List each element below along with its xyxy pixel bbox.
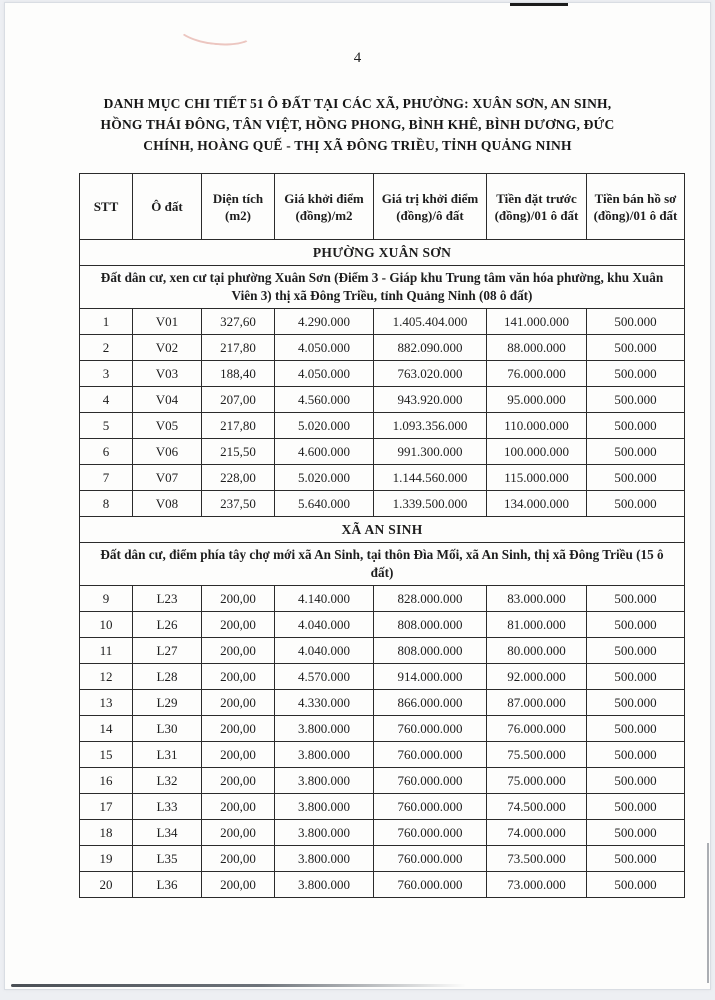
header-tien-ban-ho-so: Tiền bán hồ sơ (đồng)/01 ô đất: [587, 174, 685, 240]
cell-gia-khoi-diem: 3.800.000: [275, 820, 374, 846]
cell-tien-ban-ho-so: 500.000: [587, 820, 685, 846]
cell-tien-dat-truoc: 115.000.000: [487, 465, 587, 491]
cell-stt: 9: [80, 586, 133, 612]
cell-tien-ban-ho-so: 500.000: [587, 612, 685, 638]
cell-dien-tich: 200,00: [202, 794, 275, 820]
cell-gia-khoi-diem: 5.640.000: [275, 491, 374, 517]
table-header: [80, 174, 685, 240]
cell-stt: 13: [80, 690, 133, 716]
cell-gia-tri-khoi-diem: 1.144.560.000: [374, 465, 487, 491]
header-gia-tri-khoi-diem: Giá trị khởi điểm (đồng)/ô đất: [374, 174, 487, 240]
table-row: [80, 361, 685, 387]
cell-tien-ban-ho-so: 500.000: [587, 335, 685, 361]
cell-gia-tri-khoi-diem: 1.405.404.000: [374, 309, 487, 335]
cell-tien-dat-truoc: 92.000.000: [487, 664, 587, 690]
cell-tien-dat-truoc: 75.500.000: [487, 742, 587, 768]
header-stt: STT: [80, 174, 133, 240]
cell-dien-tich: 217,80: [202, 335, 275, 361]
header-o-dat: Ô đất: [133, 174, 202, 240]
cell-stt: 4: [80, 387, 133, 413]
document-title-line-3: CHÍNH, HOÀNG QUẾ - THỊ XÃ ĐÔNG TRIỀU, TỈNH QUẢNG NINH: [143, 138, 572, 153]
cell-tien-dat-truoc: 83.000.000: [487, 586, 587, 612]
cell-tien-ban-ho-so: 500.000: [587, 413, 685, 439]
cell-dien-tich: 200,00: [202, 846, 275, 872]
cell-gia-tri-khoi-diem: 760.000.000: [374, 846, 487, 872]
cell-gia-khoi-diem: 3.800.000: [275, 846, 374, 872]
cell-tien-ban-ho-so: 500.000: [587, 309, 685, 335]
cell-o-dat: L30: [133, 716, 202, 742]
cell-gia-khoi-diem: 4.290.000: [275, 309, 374, 335]
cell-dien-tich: 200,00: [202, 612, 275, 638]
cell-dien-tich: 217,80: [202, 413, 275, 439]
cell-o-dat: L34: [133, 820, 202, 846]
cell-stt: 8: [80, 491, 133, 517]
cell-gia-khoi-diem: 3.800.000: [275, 794, 374, 820]
cell-dien-tich: 200,00: [202, 768, 275, 794]
cell-stt: 14: [80, 716, 133, 742]
table-row: [80, 690, 685, 716]
cell-dien-tich: 200,00: [202, 820, 275, 846]
section-note: Đất dân cư, điểm phía tây chợ mới xã An Sinh, tại thôn Đìa Mối, xã An Sinh, thị xã Đông Triều (15 ô đất): [80, 543, 685, 586]
cell-o-dat: V01: [133, 309, 202, 335]
cell-gia-tri-khoi-diem: 760.000.000: [374, 768, 487, 794]
cell-stt: 15: [80, 742, 133, 768]
cell-stt: 12: [80, 664, 133, 690]
scan-artifact-right-edge: [707, 843, 709, 983]
cell-gia-khoi-diem: 4.040.000: [275, 612, 374, 638]
cell-tien-dat-truoc: 110.000.000: [487, 413, 587, 439]
cell-dien-tich: 200,00: [202, 742, 275, 768]
cell-stt: 16: [80, 768, 133, 794]
table-row: [80, 846, 685, 872]
cell-gia-tri-khoi-diem: 808.000.000: [374, 612, 487, 638]
cell-o-dat: L29: [133, 690, 202, 716]
cell-stt: 3: [80, 361, 133, 387]
cell-stt: 1: [80, 309, 133, 335]
cell-gia-tri-khoi-diem: 760.000.000: [374, 820, 487, 846]
cell-tien-ban-ho-so: 500.000: [587, 664, 685, 690]
cell-gia-khoi-diem: 4.330.000: [275, 690, 374, 716]
cell-o-dat: L28: [133, 664, 202, 690]
cell-gia-tri-khoi-diem: 760.000.000: [374, 794, 487, 820]
cell-dien-tich: 237,50: [202, 491, 275, 517]
header-dien-tich: Diện tích (m2): [202, 174, 275, 240]
table-row: [80, 768, 685, 794]
cell-tien-dat-truoc: 73.500.000: [487, 846, 587, 872]
cell-gia-tri-khoi-diem: 760.000.000: [374, 872, 487, 898]
cell-gia-tri-khoi-diem: 1.339.500.000: [374, 491, 487, 517]
cell-o-dat: V08: [133, 491, 202, 517]
cell-tien-dat-truoc: 88.000.000: [487, 335, 587, 361]
cell-gia-khoi-diem: 4.560.000: [275, 387, 374, 413]
table-row: [80, 465, 685, 491]
cell-o-dat: L31: [133, 742, 202, 768]
cell-gia-tri-khoi-diem: 991.300.000: [374, 439, 487, 465]
cell-gia-khoi-diem: 3.800.000: [275, 716, 374, 742]
cell-o-dat: V02: [133, 335, 202, 361]
cell-o-dat: L23: [133, 586, 202, 612]
table-body: [80, 240, 685, 898]
cell-tien-dat-truoc: 81.000.000: [487, 612, 587, 638]
cell-gia-tri-khoi-diem: 760.000.000: [374, 716, 487, 742]
cell-tien-dat-truoc: 80.000.000: [487, 638, 587, 664]
cell-tien-ban-ho-so: 500.000: [587, 586, 685, 612]
cell-tien-ban-ho-so: 500.000: [587, 794, 685, 820]
cell-o-dat: L32: [133, 768, 202, 794]
cell-stt: 17: [80, 794, 133, 820]
table-row: [80, 335, 685, 361]
cell-gia-tri-khoi-diem: 943.920.000: [374, 387, 487, 413]
cell-gia-khoi-diem: 4.040.000: [275, 638, 374, 664]
cell-dien-tich: 327,60: [202, 309, 275, 335]
cell-tien-ban-ho-so: 500.000: [587, 742, 685, 768]
cell-dien-tich: 200,00: [202, 664, 275, 690]
table-row: [80, 638, 685, 664]
cell-tien-dat-truoc: 95.000.000: [487, 387, 587, 413]
section-note-row: [80, 266, 685, 309]
scan-artifact-bottom-edge: [11, 984, 466, 987]
cell-stt: 6: [80, 439, 133, 465]
table-row: [80, 664, 685, 690]
cell-gia-khoi-diem: 4.050.000: [275, 335, 374, 361]
cell-tien-dat-truoc: 74.000.000: [487, 820, 587, 846]
table-row: [80, 794, 685, 820]
cell-gia-khoi-diem: 4.140.000: [275, 586, 374, 612]
cell-dien-tich: 228,00: [202, 465, 275, 491]
cell-tien-ban-ho-so: 500.000: [587, 361, 685, 387]
section-name: XÃ AN SINH: [80, 517, 685, 543]
cell-tien-dat-truoc: 73.000.000: [487, 872, 587, 898]
cell-gia-tri-khoi-diem: 808.000.000: [374, 638, 487, 664]
cell-stt: 5: [80, 413, 133, 439]
cell-gia-khoi-diem: 3.800.000: [275, 872, 374, 898]
cell-dien-tich: 200,00: [202, 716, 275, 742]
cell-dien-tich: 215,50: [202, 439, 275, 465]
cell-tien-ban-ho-so: 500.000: [587, 465, 685, 491]
cell-o-dat: L26: [133, 612, 202, 638]
cell-tien-dat-truoc: 100.000.000: [487, 439, 587, 465]
cell-stt: 20: [80, 872, 133, 898]
cell-tien-dat-truoc: 134.000.000: [487, 491, 587, 517]
cell-dien-tich: 200,00: [202, 586, 275, 612]
cell-dien-tich: 200,00: [202, 872, 275, 898]
table-row: [80, 612, 685, 638]
cell-tien-ban-ho-so: 500.000: [587, 716, 685, 742]
cell-stt: 19: [80, 846, 133, 872]
cell-tien-ban-ho-so: 500.000: [587, 439, 685, 465]
cell-dien-tich: 188,40: [202, 361, 275, 387]
table-row: [80, 439, 685, 465]
cell-o-dat: V03: [133, 361, 202, 387]
cell-stt: 7: [80, 465, 133, 491]
scan-artifact-black-dash: [510, 3, 568, 6]
section-note-row: [80, 543, 685, 586]
section-header-row: [80, 517, 685, 543]
cell-tien-dat-truoc: 141.000.000: [487, 309, 587, 335]
cell-gia-khoi-diem: 4.600.000: [275, 439, 374, 465]
cell-o-dat: V06: [133, 439, 202, 465]
cell-stt: 10: [80, 612, 133, 638]
cell-o-dat: L33: [133, 794, 202, 820]
cell-tien-ban-ho-so: 500.000: [587, 690, 685, 716]
cell-gia-tri-khoi-diem: 828.000.000: [374, 586, 487, 612]
cell-gia-tri-khoi-diem: 760.000.000: [374, 742, 487, 768]
table-row: [80, 309, 685, 335]
section-header-row: [80, 240, 685, 266]
header-tien-dat-truoc: Tiền đặt trước (đồng)/01 ô đất: [487, 174, 587, 240]
table-row: [80, 742, 685, 768]
cell-tien-dat-truoc: 75.000.000: [487, 768, 587, 794]
cell-gia-khoi-diem: 3.800.000: [275, 768, 374, 794]
scan-artifact-pink-mark: [176, 11, 257, 49]
cell-tien-ban-ho-so: 500.000: [587, 491, 685, 517]
cell-gia-tri-khoi-diem: 1.093.356.000: [374, 413, 487, 439]
cell-gia-khoi-diem: 4.570.000: [275, 664, 374, 690]
cell-tien-dat-truoc: 74.500.000: [487, 794, 587, 820]
scanned-page: [4, 2, 711, 990]
cell-gia-khoi-diem: 5.020.000: [275, 413, 374, 439]
table-row: [80, 586, 685, 612]
document-title: [78, 93, 638, 156]
cell-tien-ban-ho-so: 500.000: [587, 846, 685, 872]
table-row: [80, 387, 685, 413]
header-gia-khoi-diem: Giá khởi điểm (đồng)/m2: [275, 174, 374, 240]
cell-stt: 18: [80, 820, 133, 846]
cell-gia-khoi-diem: 4.050.000: [275, 361, 374, 387]
cell-o-dat: V05: [133, 413, 202, 439]
table-row: [80, 872, 685, 898]
cell-dien-tich: 200,00: [202, 690, 275, 716]
cell-o-dat: L27: [133, 638, 202, 664]
cell-tien-dat-truoc: 76.000.000: [487, 716, 587, 742]
cell-o-dat: V04: [133, 387, 202, 413]
cell-stt: 11: [80, 638, 133, 664]
cell-tien-ban-ho-so: 500.000: [587, 638, 685, 664]
table-row: [80, 716, 685, 742]
cell-o-dat: L36: [133, 872, 202, 898]
cell-tien-ban-ho-so: 500.000: [587, 872, 685, 898]
document-title-line-1: DANH MỤC CHI TIẾT 51 Ô ĐẤT TẠI CÁC XÃ, PHƯỜNG: XUÂN SƠN, AN SINH,: [103, 96, 612, 111]
cell-gia-tri-khoi-diem: 763.020.000: [374, 361, 487, 387]
cell-gia-tri-khoi-diem: 914.000.000: [374, 664, 487, 690]
cell-gia-khoi-diem: 5.020.000: [275, 465, 374, 491]
cell-dien-tich: 207,00: [202, 387, 275, 413]
table-row: [80, 413, 685, 439]
cell-dien-tich: 200,00: [202, 638, 275, 664]
cell-o-dat: L35: [133, 846, 202, 872]
cell-stt: 2: [80, 335, 133, 361]
page-number: 4: [353, 50, 362, 66]
section-name: PHƯỜNG XUÂN SƠN: [80, 240, 685, 266]
cell-gia-tri-khoi-diem: 882.090.000: [374, 335, 487, 361]
table-row: [80, 820, 685, 846]
cell-tien-dat-truoc: 87.000.000: [487, 690, 587, 716]
table-row: [80, 491, 685, 517]
cell-tien-ban-ho-so: 500.000: [587, 387, 685, 413]
cell-tien-dat-truoc: 76.000.000: [487, 361, 587, 387]
cell-gia-khoi-diem: 3.800.000: [275, 742, 374, 768]
cell-gia-tri-khoi-diem: 866.000.000: [374, 690, 487, 716]
document-title-line-2: HỒNG THÁI ĐÔNG, TÂN VIỆT, HỒNG PHONG, BÌNH KHÊ, BÌNH DƯƠNG, ĐỨC: [100, 117, 615, 132]
section-note: Đất dân cư, xen cư tại phường Xuân Sơn (Điểm 3 - Giáp khu Trung tâm văn hóa phường, khu Xuân Viên 3) thị xã Đông Triều, tỉnh Quảng Ninh (08 ô đất): [80, 266, 685, 309]
cell-tien-ban-ho-so: 500.000: [587, 768, 685, 794]
land-plot-table: [79, 173, 685, 898]
cell-o-dat: V07: [133, 465, 202, 491]
